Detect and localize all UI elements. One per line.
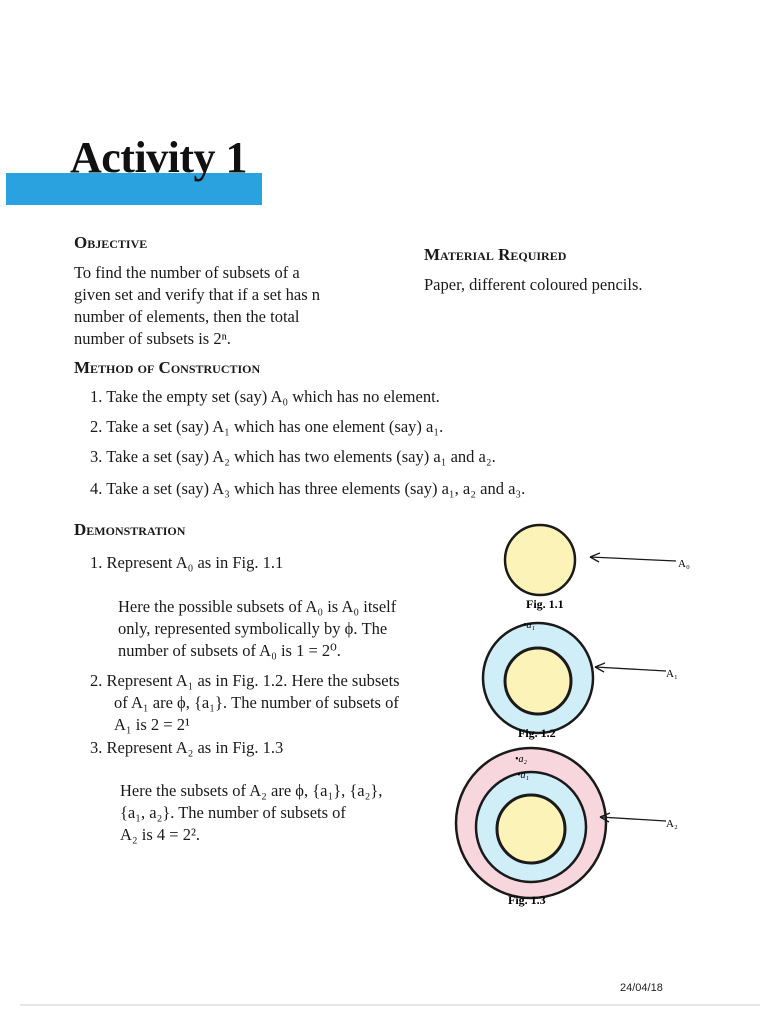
pointer-label-a1: A₁ <box>666 668 678 680</box>
element-a2-label: •a₂ <box>515 754 527 765</box>
pointer-label-a2: A₂ <box>666 818 678 830</box>
demo-item-3: 3. Represent A₂ as in Fig. 1.3 <box>90 738 284 757</box>
venn-figures <box>440 520 730 920</box>
element-a1-label: •a₁ <box>523 620 535 631</box>
material-heading: Material Required <box>424 245 567 264</box>
pointer-label-a0: A₀ <box>678 558 690 570</box>
set-a0-circle <box>505 525 575 595</box>
footer-divider <box>20 1004 760 1006</box>
pointer-line-a0 <box>590 557 676 561</box>
demo-paragraph-line: number of subsets of A₀ is 1 = 2⁰. <box>118 641 341 660</box>
demo-paragraph-1 <box>118 596 468 662</box>
demo-paragraph-line: A₂ is 4 = 2². <box>120 825 201 844</box>
material-text: Paper, different coloured pencils. <box>424 275 643 294</box>
demo-item-2-line: 2. Represent A₁ as in Fig. 1.2. Here the subsets <box>90 671 400 690</box>
demo-paragraph-3 <box>120 780 450 846</box>
objective-line: number of subsets is 2ⁿ. <box>74 329 231 348</box>
footer-date: 24/04/18 <box>620 982 663 994</box>
demo-paragraph-line: Here the subsets of A₂ are ϕ, {a₁}, {a₂}, <box>120 781 383 800</box>
set-a1-inner-circle <box>505 648 571 714</box>
demo-item-2-line: of A₁ are ϕ, {a₁}. The number of subsets of <box>114 693 399 712</box>
method-step-3: 3. Take a set (say) A₂ which has two elements (say) a₁ and a₂. <box>90 447 496 466</box>
pointer-line-a1 <box>595 667 666 671</box>
method-heading: Method of Construction <box>74 358 261 377</box>
activity-title: Activity 1 <box>70 133 248 182</box>
method-step-4: 4. Take a set (say) A₃ which has three elements (say) a₁, a₂ and a₃. <box>90 479 526 498</box>
fig-1-2-caption: Fig. 1.2 <box>518 726 556 740</box>
demo-paragraph-line: Here the possible subsets of A₀ is A₀ itself <box>118 597 397 616</box>
objective-line: number of elements, then the total <box>74 307 300 326</box>
element-a1-label: •a₁ <box>517 770 529 781</box>
set-a2-inner-circle <box>497 795 565 863</box>
demo-paragraph-line: {a₁, a₂}. The number of subsets of <box>120 803 346 822</box>
demo-paragraph-line: only, represented symbolically by ϕ. The <box>118 619 388 638</box>
fig-1-3-caption: Fig. 1.3 <box>508 893 546 907</box>
method-step-1: 1. Take the empty set (say) A₀ which has no element. <box>90 387 440 406</box>
demo-item-2 <box>90 670 470 736</box>
fig-1-3 <box>456 748 678 907</box>
fig-1-2 <box>483 620 678 740</box>
demonstration-heading: Demonstration <box>74 520 186 539</box>
method-step-2: 2. Take a set (say) A₁ which has one element (say) a₁. <box>90 417 444 436</box>
objective-text <box>74 262 384 350</box>
objective-line: To find the number of subsets of a <box>74 263 300 282</box>
fig-1-1 <box>505 525 690 611</box>
pointer-line-a2 <box>600 817 666 821</box>
objective-heading: Objective <box>74 233 148 252</box>
demo-item-1: 1. Represent A₀ as in Fig. 1.1 <box>90 553 284 572</box>
objective-line: given set and verify that if a set has n <box>74 285 321 304</box>
fig-1-1-caption: Fig. 1.1 <box>526 597 564 611</box>
demo-item-2-line: A₁ is 2 = 2¹ <box>114 715 190 734</box>
